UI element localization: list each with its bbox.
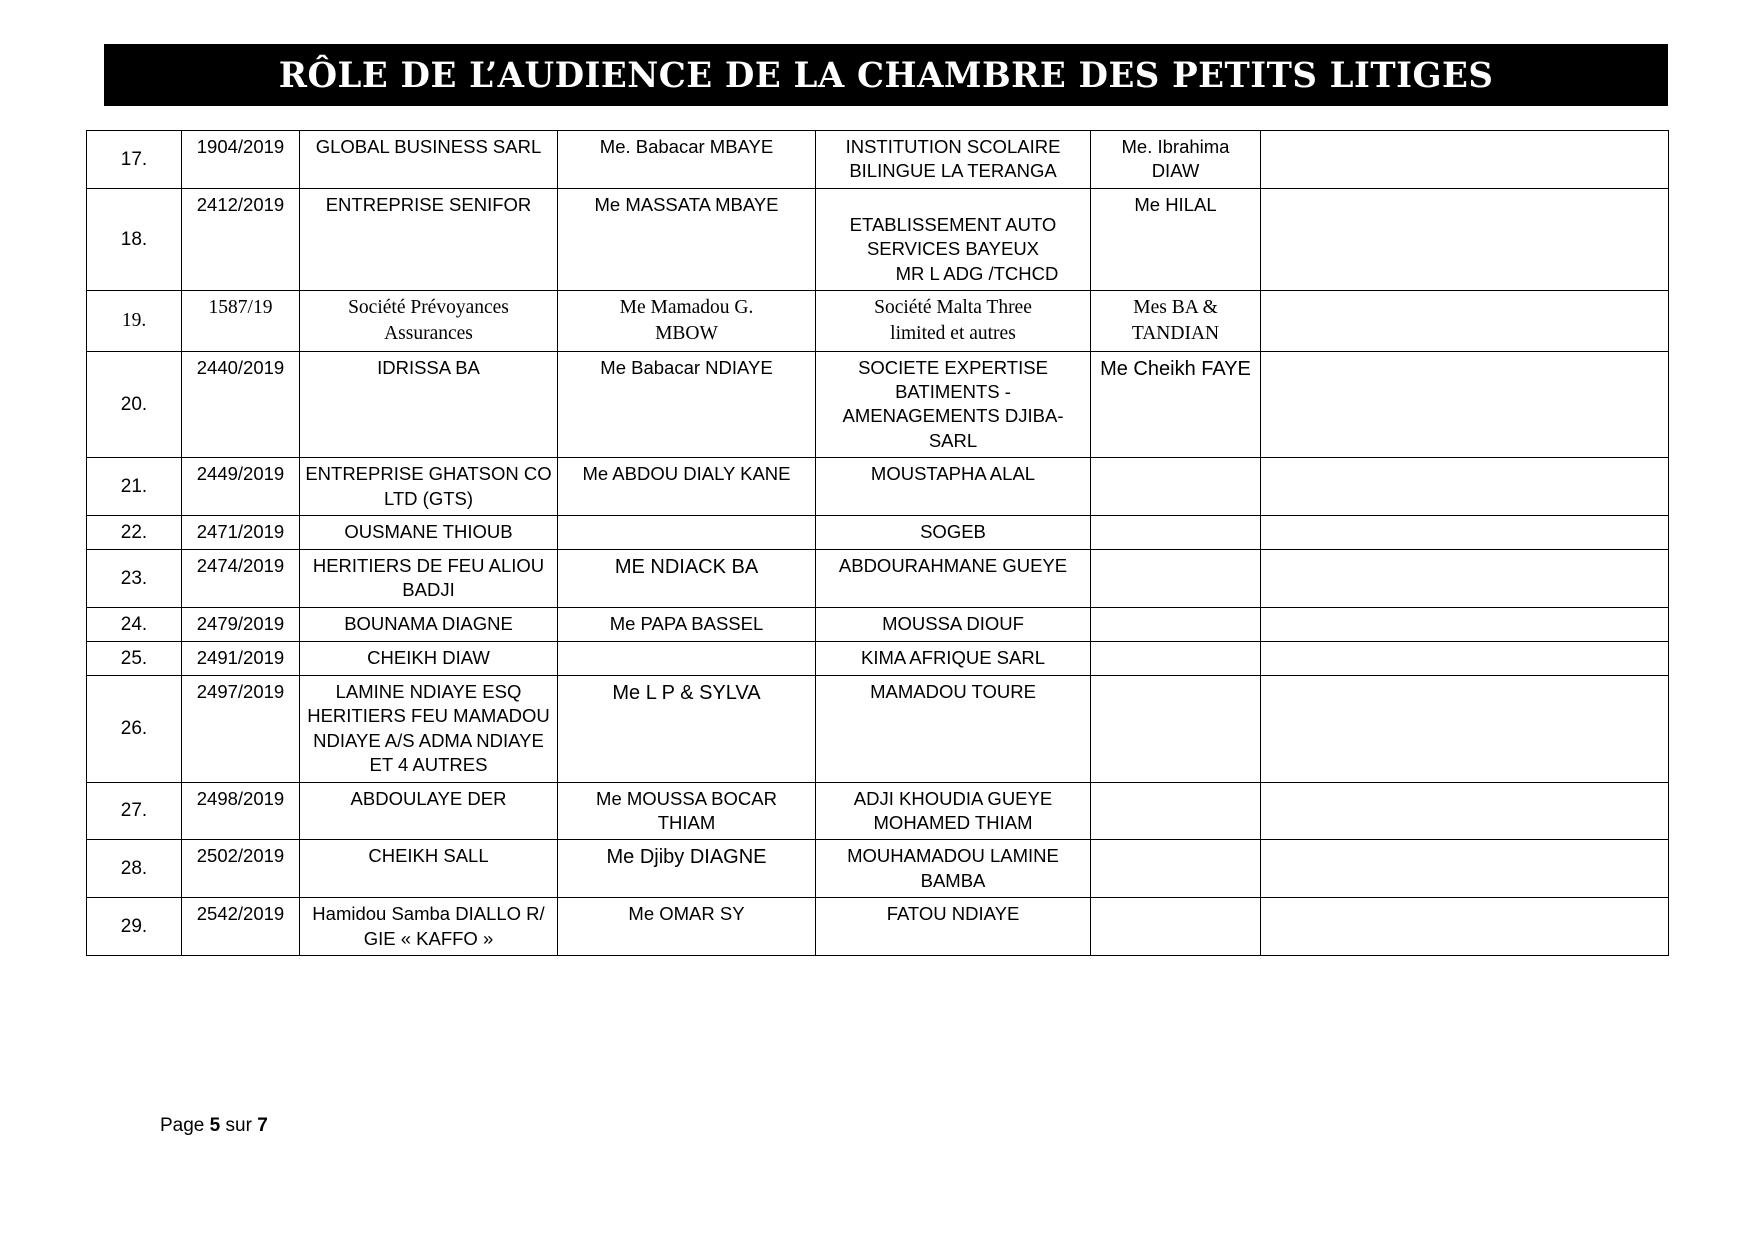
defendant-lawyer-line: Me HILAL <box>1134 193 1217 215</box>
plaintiff: GLOBAL BUSINESS SARL <box>300 131 558 189</box>
observations <box>1261 291 1669 351</box>
defendant-lawyer-line: Me Cheikh FAYE <box>1100 357 1251 380</box>
plaintiff-lawyer <box>558 550 816 608</box>
observations <box>1261 675 1669 782</box>
table-row <box>87 131 1669 189</box>
plaintiff-line: LTD (GTS) <box>383 487 474 509</box>
plaintiff-lawyer: Me PAPA BASSEL <box>558 607 816 641</box>
row-number: 23. <box>87 550 182 608</box>
defendant: SOGEB <box>816 515 1091 549</box>
case-reference: 2491/2019 <box>182 641 300 675</box>
defendant-lawyer <box>1091 675 1261 782</box>
page-title: RÔLE DE L’AUDIENCE DE LA CHAMBRE DES PETITS LITIGES <box>278 54 1494 96</box>
defendant-lawyer <box>1091 458 1261 516</box>
plaintiff-line: GIE « KAFFO » <box>363 927 494 949</box>
defendant-line: SARL <box>928 429 978 451</box>
plaintiff-lawyer-line: Me L P & SYLVA <box>612 681 761 704</box>
defendant-line: Société Malta Three <box>874 297 1032 319</box>
row-number: 19. <box>87 291 182 351</box>
defendant <box>816 458 1091 516</box>
defendant-lawyer-line: DIAW <box>1151 160 1200 182</box>
plaintiff: BOUNAMA DIAGNE <box>300 607 558 641</box>
plaintiff-line: LAMINE NDIAYE ESQ <box>335 680 522 702</box>
defendant: KIMA AFRIQUE SARL <box>816 641 1091 675</box>
case-reference: 2440/2019 <box>182 351 300 458</box>
footer-total-pages: 7 <box>257 1115 268 1136</box>
defendant-lawyer <box>1091 840 1261 898</box>
document-title-banner <box>104 44 1668 106</box>
observations <box>1261 607 1669 641</box>
plaintiff-line: HERITIERS FEU MAMADOU <box>307 705 550 727</box>
plaintiff-line: NDIAYE A/S ADMA NDIAYE <box>313 729 544 751</box>
row-number: 20. <box>87 351 182 458</box>
plaintiff <box>300 675 558 782</box>
plaintiff-lawyer <box>558 291 816 351</box>
observations <box>1261 840 1669 898</box>
defendant-lawyer <box>1091 351 1261 458</box>
defendant-line: BAMBA <box>920 869 986 891</box>
case-reference: 2412/2019 <box>182 188 300 290</box>
plaintiff-lawyer <box>558 675 816 782</box>
table-row <box>87 515 1669 549</box>
defendant-line: SOCIETE EXPERTISE <box>858 356 1048 378</box>
defendant-lawyer <box>1091 607 1261 641</box>
defendant-line: limited et autres <box>890 322 1016 344</box>
defendant: MOUSSA DIOUF <box>816 607 1091 641</box>
case-reference: 2471/2019 <box>182 515 300 549</box>
defendant-line: BILINGUE LA TERANGA <box>849 160 1057 182</box>
page-footer <box>160 1115 268 1137</box>
defendant-line: MR L ADG /TCHCD <box>895 262 1059 284</box>
plaintiff-lawyer-line: Me Mamadou G. <box>619 297 754 319</box>
defendant-lawyer <box>1091 515 1261 549</box>
defendant-lawyer <box>1091 641 1261 675</box>
plaintiff-lawyer-line: MBOW <box>655 322 718 344</box>
plaintiff-line: Assurances <box>384 322 473 344</box>
defendant-lawyer-line: Me. Ibrahima <box>1121 136 1230 157</box>
plaintiff-lawyer: Me MASSATA MBAYE <box>558 188 816 290</box>
case-reference: 2497/2019 <box>182 675 300 782</box>
observations <box>1261 550 1669 608</box>
footer-middle: sur <box>220 1115 258 1136</box>
row-number: 26. <box>87 675 182 782</box>
plaintiff-lawyer <box>558 641 816 675</box>
case-reference: 2498/2019 <box>182 782 300 840</box>
defendant-lawyer <box>1091 550 1261 608</box>
hearing-roll-table <box>86 130 1669 956</box>
defendant <box>816 351 1091 458</box>
defendant-lawyer <box>1091 898 1261 956</box>
defendant-line: AMENAGEMENTS DJIBA- <box>842 405 1064 427</box>
row-number: 21. <box>87 458 182 516</box>
observations <box>1261 641 1669 675</box>
row-number: 18. <box>87 188 182 290</box>
defendant-lawyer <box>1091 782 1261 840</box>
observations <box>1261 131 1669 189</box>
defendant-lawyer-line: Mes BA & <box>1133 297 1218 319</box>
row-number: 24. <box>87 607 182 641</box>
defendant-line: MOUHAMADOU LAMINE <box>847 845 1059 867</box>
table-row <box>87 607 1669 641</box>
plaintiff: ENTREPRISE SENIFOR <box>300 188 558 290</box>
plaintiff-lawyer <box>558 782 816 840</box>
plaintiff-lawyer: Me Babacar NDIAYE <box>558 351 816 458</box>
row-number: 17. <box>87 131 182 189</box>
plaintiff <box>300 458 558 516</box>
row-number: 25. <box>87 641 182 675</box>
case-reference: 2479/2019 <box>182 607 300 641</box>
observations <box>1261 458 1669 516</box>
plaintiff-lawyer-line: THIAM <box>657 812 716 834</box>
row-number: 29. <box>87 898 182 956</box>
plaintiff-lawyer: Me ABDOU DIALY KANE <box>558 458 816 516</box>
defendant: MAMADOU TOURE <box>816 675 1091 782</box>
plaintiff: CHEIKH DIAW <box>300 641 558 675</box>
table-row <box>87 675 1669 782</box>
defendant-lawyer-line: TANDIAN <box>1131 322 1220 344</box>
plaintiff: OUSMANE THIOUB <box>300 515 558 549</box>
plaintiff <box>300 550 558 608</box>
case-reference: 2449/2019 <box>182 458 300 516</box>
plaintiff <box>300 898 558 956</box>
defendant-line: MOHAMED THIAM <box>873 812 1033 834</box>
observations <box>1261 898 1669 956</box>
observations <box>1261 188 1669 290</box>
footer-prefix: Page <box>160 1115 210 1136</box>
defendant <box>816 188 1091 290</box>
table-row <box>87 188 1669 290</box>
plaintiff-lawyer-line: Me MOUSSA BOCAR <box>596 787 777 809</box>
plaintiff-line: ENTREPRISE GHATSON CO <box>305 463 552 485</box>
defendant <box>816 782 1091 840</box>
plaintiff-lawyer: Me. Babacar MBAYE <box>558 131 816 189</box>
row-number: 22. <box>87 515 182 549</box>
plaintiff-line: Société Prévoyances <box>348 297 509 319</box>
table-row <box>87 641 1669 675</box>
row-number: 27. <box>87 782 182 840</box>
plaintiff: ABDOULAYE DER <box>300 782 558 840</box>
defendant-lawyer <box>1091 291 1261 351</box>
plaintiff: IDRISSA BA <box>300 351 558 458</box>
table-row <box>87 291 1669 351</box>
plaintiff-lawyer-line: Me Djiby DIAGNE <box>606 846 767 869</box>
plaintiff-lawyer: Me OMAR SY <box>558 898 816 956</box>
table-row <box>87 898 1669 956</box>
plaintiff-lawyer-line: ME NDIACK BA <box>614 556 759 579</box>
table-row <box>87 351 1669 458</box>
defendant <box>816 291 1091 351</box>
case-reference: 2474/2019 <box>182 550 300 608</box>
defendant <box>816 840 1091 898</box>
case-reference: 2502/2019 <box>182 840 300 898</box>
observations <box>1261 351 1669 458</box>
plaintiff-line: ET 4 AUTRES <box>369 754 488 776</box>
table-row <box>87 550 1669 608</box>
defendant-line: SERVICES BAYEUX <box>866 238 1040 260</box>
plaintiff: CHEIKH SALL <box>300 840 558 898</box>
case-reference: 1904/2019 <box>182 131 300 189</box>
case-reference: 1587/19 <box>182 291 300 351</box>
plaintiff-line: Hamidou Samba DIALLO R/ <box>312 903 545 925</box>
observations <box>1261 782 1669 840</box>
defendant: FATOU NDIAYE <box>816 898 1091 956</box>
defendant-line: ETABLISSEMENT AUTO <box>849 213 1057 235</box>
defendant-line: MOUSTAPHA ALAL <box>870 463 1036 485</box>
plaintiff-line: HERITIERS DE FEU ALIOU <box>312 555 545 577</box>
row-number: 28. <box>87 840 182 898</box>
defendant <box>816 131 1091 189</box>
defendant-line: INSTITUTION SCOLAIRE <box>845 136 1061 157</box>
footer-current-page: 5 <box>209 1115 221 1136</box>
case-reference: 2542/2019 <box>182 898 300 956</box>
defendant-lawyer <box>1091 188 1261 290</box>
defendant-line: ADJI KHOUDIA GUEYE <box>853 787 1053 809</box>
table-row <box>87 840 1669 898</box>
defendant-lawyer <box>1091 131 1261 189</box>
plaintiff-line: BADJI <box>402 579 455 601</box>
defendant: ABDOURAHMANE GUEYE <box>816 550 1091 608</box>
plaintiff <box>300 291 558 351</box>
defendant-line: BATIMENTS - <box>895 380 1011 402</box>
plaintiff-lawyer <box>558 840 816 898</box>
observations <box>1261 515 1669 549</box>
plaintiff-lawyer <box>558 515 816 549</box>
table-row <box>87 458 1669 516</box>
table-row <box>87 782 1669 840</box>
